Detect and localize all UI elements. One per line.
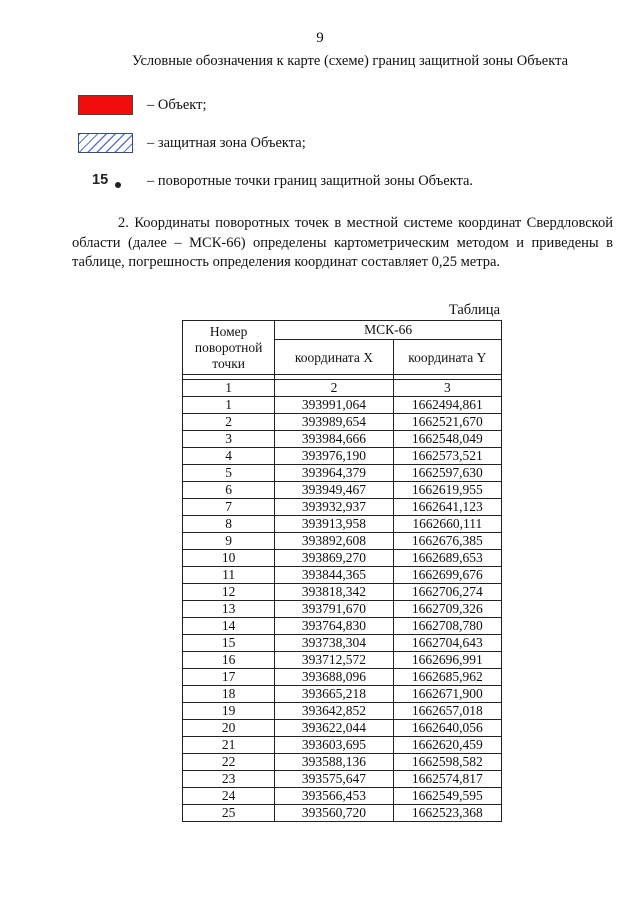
coordinates-paragraph: 2. Координаты поворотных точек в местной системе координат Свердловской области (далее – МСК-66) определены картометрическим методом и приведены в таблице, погрешность определения координат составляет 0,25 метра. (72, 215, 613, 270)
table-row (183, 584, 502, 601)
point-number-cell: 6 (183, 482, 275, 499)
table-row (183, 771, 502, 788)
coordinate-y-cell: 1662549,595 (393, 788, 501, 805)
point-number-cell: 2 (183, 414, 275, 431)
legend-item-protective-zone (0, 133, 640, 157)
coordinate-x-cell: 393989,654 (275, 414, 393, 431)
coordinate-x-cell: 393984,666 (275, 431, 393, 448)
object-swatch (78, 95, 133, 115)
header-point-number: Номер поворотной точки (183, 321, 275, 375)
point-number-cell: 15 (183, 635, 275, 652)
coordinate-y-cell: 1662704,643 (393, 635, 501, 652)
table-row (183, 499, 502, 516)
table-row (183, 788, 502, 805)
coordinate-x-cell: 393818,342 (275, 584, 393, 601)
point-number-cell: 25 (183, 805, 275, 822)
table-row (183, 720, 502, 737)
coordinate-x-cell: 393949,467 (275, 482, 393, 499)
table-row (183, 431, 502, 448)
coordinate-y-cell: 1662709,326 (393, 601, 501, 618)
coordinate-x-cell: 393913,958 (275, 516, 393, 533)
coordinate-y-cell: 1662523,368 (393, 805, 501, 822)
coordinate-y-cell: 1662620,459 (393, 737, 501, 754)
table-row (183, 567, 502, 584)
table-row (183, 652, 502, 669)
coordinate-x-cell: 393976,190 (275, 448, 393, 465)
table-row (183, 635, 502, 652)
table-row (183, 686, 502, 703)
point-number-sample: 15 (92, 172, 109, 188)
coordinate-y-cell: 1662657,018 (393, 703, 501, 720)
page-number: 9 (316, 30, 324, 46)
coordinate-y-cell: 1662598,582 (393, 754, 501, 771)
legend-item-object (0, 95, 640, 119)
point-number-cell: 1 (183, 397, 275, 414)
coordinate-x-cell: 393712,572 (275, 652, 393, 669)
point-number-cell: 7 (183, 499, 275, 516)
table-row (183, 601, 502, 618)
coordinate-y-cell: 1662689,653 (393, 550, 501, 567)
coordinate-x-cell: 393738,304 (275, 635, 393, 652)
table-row (183, 516, 502, 533)
coordinate-x-cell: 393560,720 (275, 805, 393, 822)
table-row (183, 737, 502, 754)
point-number-cell: 24 (183, 788, 275, 805)
coordinate-y-cell: 1662671,900 (393, 686, 501, 703)
point-number-cell: 4 (183, 448, 275, 465)
coordinate-y-cell: 1662699,676 (393, 567, 501, 584)
coordinate-y-cell: 1662494,861 (393, 397, 501, 414)
point-number-cell: 13 (183, 601, 275, 618)
coordinate-x-cell: 393603,695 (275, 737, 393, 754)
legend-label-points: – поворотные точки границ защитной зоны Объекта. (147, 173, 474, 189)
point-number-cell: 23 (183, 771, 275, 788)
coordinate-x-cell: 393844,365 (275, 567, 393, 584)
legend-item-turning-point (0, 171, 640, 195)
table-row (183, 465, 502, 482)
coordinate-y-cell: 1662676,385 (393, 533, 501, 550)
point-number-cell: 8 (183, 516, 275, 533)
column-index: 1 (183, 380, 275, 397)
point-number-cell: 20 (183, 720, 275, 737)
legend-label-object: – Объект; (147, 97, 207, 113)
table-caption: Таблица (448, 302, 500, 318)
point-number-cell: 18 (183, 686, 275, 703)
column-index: 2 (275, 380, 393, 397)
coordinate-y-cell: 1662597,630 (393, 465, 501, 482)
point-number-cell: 3 (183, 431, 275, 448)
coordinate-x-cell: 393575,647 (275, 771, 393, 788)
coordinate-x-cell: 393566,453 (275, 788, 393, 805)
coordinate-y-cell: 1662641,123 (393, 499, 501, 516)
coordinate-x-cell: 393642,852 (275, 703, 393, 720)
coordinate-y-cell: 1662521,670 (393, 414, 501, 431)
point-number-cell: 22 (183, 754, 275, 771)
point-number-cell: 17 (183, 669, 275, 686)
coordinates-table (182, 320, 502, 822)
coordinate-y-cell: 1662548,049 (393, 431, 501, 448)
coordinate-x-cell: 393892,608 (275, 533, 393, 550)
point-number-cell: 19 (183, 703, 275, 720)
point-number-cell: 21 (183, 737, 275, 754)
point-number-cell: 11 (183, 567, 275, 584)
coordinate-x-cell: 393964,379 (275, 465, 393, 482)
point-number-cell: 5 (183, 465, 275, 482)
table-row (183, 482, 502, 499)
coordinate-y-cell: 1662708,780 (393, 618, 501, 635)
table-row (183, 805, 502, 822)
table-row (183, 754, 502, 771)
point-number-cell: 9 (183, 533, 275, 550)
coordinate-x-cell: 393869,270 (275, 550, 393, 567)
hatched-zone-swatch (78, 133, 133, 153)
point-number-cell: 10 (183, 550, 275, 567)
table-row (183, 669, 502, 686)
coordinate-y-cell: 1662696,991 (393, 652, 501, 669)
legend-label-zone: – защитная зона Объекта; (147, 135, 306, 151)
header-x: координата X (275, 340, 393, 375)
header-y: координата Y (393, 340, 501, 375)
table-row (183, 533, 502, 550)
legend-title: Условные обозначения к карте (схеме) границ защитной зоны Объекта (131, 53, 569, 69)
coordinate-y-cell: 1662660,111 (393, 516, 501, 533)
coordinate-y-cell: 1662573,521 (393, 448, 501, 465)
coordinate-y-cell: 1662574,817 (393, 771, 501, 788)
coordinate-x-cell: 393932,937 (275, 499, 393, 516)
point-number-cell: 14 (183, 618, 275, 635)
coordinate-x-cell: 393791,670 (275, 601, 393, 618)
coordinate-x-cell: 393991,064 (275, 397, 393, 414)
coordinate-x-cell: 393688,096 (275, 669, 393, 686)
table-row (183, 397, 502, 414)
coordinate-y-cell: 1662685,962 (393, 669, 501, 686)
table-row (183, 618, 502, 635)
point-number-cell: 12 (183, 584, 275, 601)
coordinate-y-cell: 1662706,274 (393, 584, 501, 601)
coordinate-x-cell: 393665,218 (275, 686, 393, 703)
coordinate-x-cell: 393588,136 (275, 754, 393, 771)
table-row (183, 703, 502, 720)
point-number-cell: 16 (183, 652, 275, 669)
table-row (183, 448, 502, 465)
table-row (183, 550, 502, 567)
coordinate-y-cell: 1662619,955 (393, 482, 501, 499)
coordinate-y-cell: 1662640,056 (393, 720, 501, 737)
coordinate-x-cell: 393622,044 (275, 720, 393, 737)
coordinate-x-cell: 393764,830 (275, 618, 393, 635)
table-row (183, 414, 502, 431)
point-dot-icon (115, 182, 121, 188)
header-coordinate-system: МСК-66 (275, 321, 502, 340)
column-index: 3 (393, 380, 501, 397)
